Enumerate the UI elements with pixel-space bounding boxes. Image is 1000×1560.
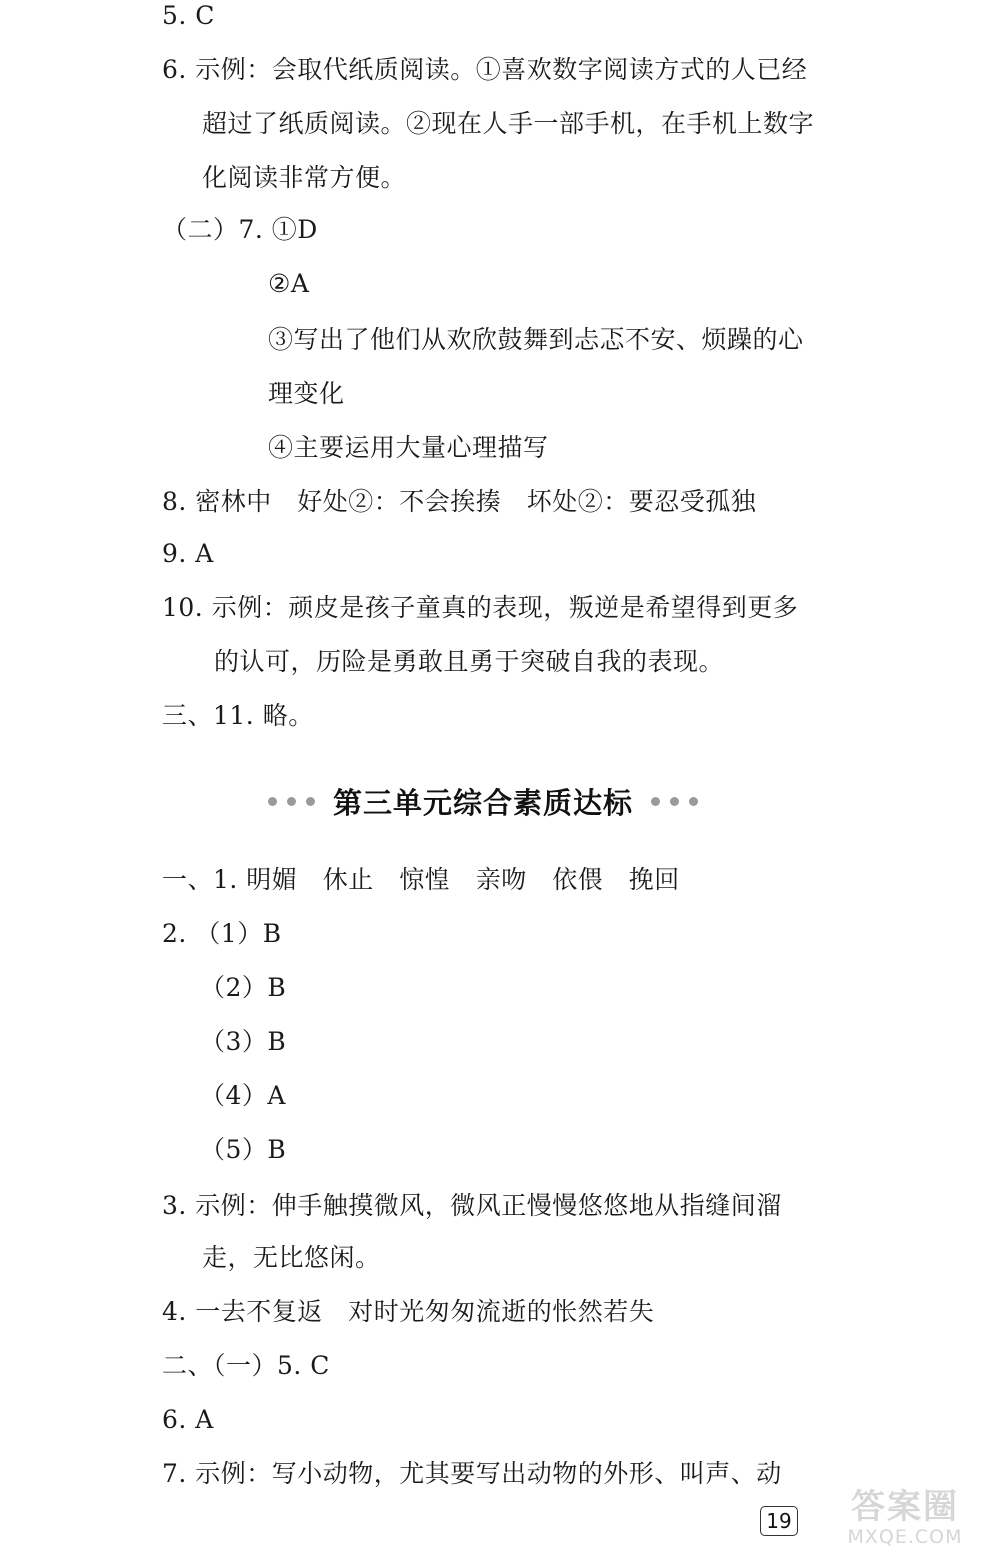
right-dots-ornament (651, 797, 698, 806)
watermark-logo: 答案圈 (851, 1487, 959, 1527)
left-dots-ornament (268, 797, 315, 806)
answer-line: 二、（一）5. C (162, 1351, 330, 1380)
answer-line: 8. 密林中 好处②：不会挨揍 坏处②：要忍受孤独 (162, 487, 757, 516)
watermark-site: MXQE.COM (847, 1526, 963, 1548)
dot-icon (306, 797, 315, 806)
answer-line: 一、1. 明媚 休止 惊惶 亲吻 依偎 挽回 (162, 865, 680, 894)
answer-line: （二）7. ①D (162, 215, 318, 244)
answer-line: ③写出了他们从欢欣鼓舞到忐忑不安、烦躁的心 (268, 325, 804, 354)
dot-icon (651, 797, 660, 806)
answer-line: ④主要运用大量心理描写 (268, 433, 549, 462)
section-header (238, 778, 728, 824)
answer-line: 走，无比悠闲。 (202, 1243, 381, 1272)
answer-line: 7. 示例：写小动物，尤其要写出动物的外形、叫声、动 (162, 1459, 782, 1488)
answer-line: （5）B (200, 1135, 287, 1164)
answer-line: 10. 示例：顽皮是孩子童真的表现，叛逆是希望得到更多 (162, 593, 799, 622)
answer-line: 5. C (162, 1, 215, 30)
answer-line: 化阅读非常方便。 (202, 163, 407, 192)
answer-line: （4）A (200, 1081, 286, 1110)
watermark (815, 1488, 995, 1552)
answer-line: （2）B (200, 973, 287, 1002)
answer-line: ②A (268, 269, 310, 298)
answer-line: 2. （1）B (162, 919, 282, 948)
answer-line: 三、11. 略。 (162, 701, 314, 730)
dot-icon (670, 797, 679, 806)
answer-line: 的认可，历险是勇敢且勇于突破自我的表现。 (214, 647, 725, 676)
answer-line: 超过了纸质阅读。②现在人手一部手机，在手机上数字 (202, 109, 815, 138)
answer-line: 6. 示例：会取代纸质阅读。①喜欢数字阅读方式的人已经 (162, 55, 808, 84)
dot-icon (268, 797, 277, 806)
dot-icon (689, 797, 698, 806)
answer-line: 4. 一去不复返 对时光匆匆流逝的怅然若失 (162, 1297, 655, 1326)
answer-line: （3）B (200, 1027, 287, 1056)
answer-line: 6. A (162, 1405, 214, 1434)
answer-line: 3. 示例：伸手触摸微风，微风正慢慢悠悠地从指缝间溜 (162, 1191, 782, 1220)
section-title: 第三单元综合素质达标 (332, 785, 633, 820)
dot-icon (287, 797, 296, 806)
answer-line: 理变化 (268, 379, 345, 408)
answer-line: 9. A (162, 539, 214, 568)
page-number: 19 (760, 1506, 798, 1536)
